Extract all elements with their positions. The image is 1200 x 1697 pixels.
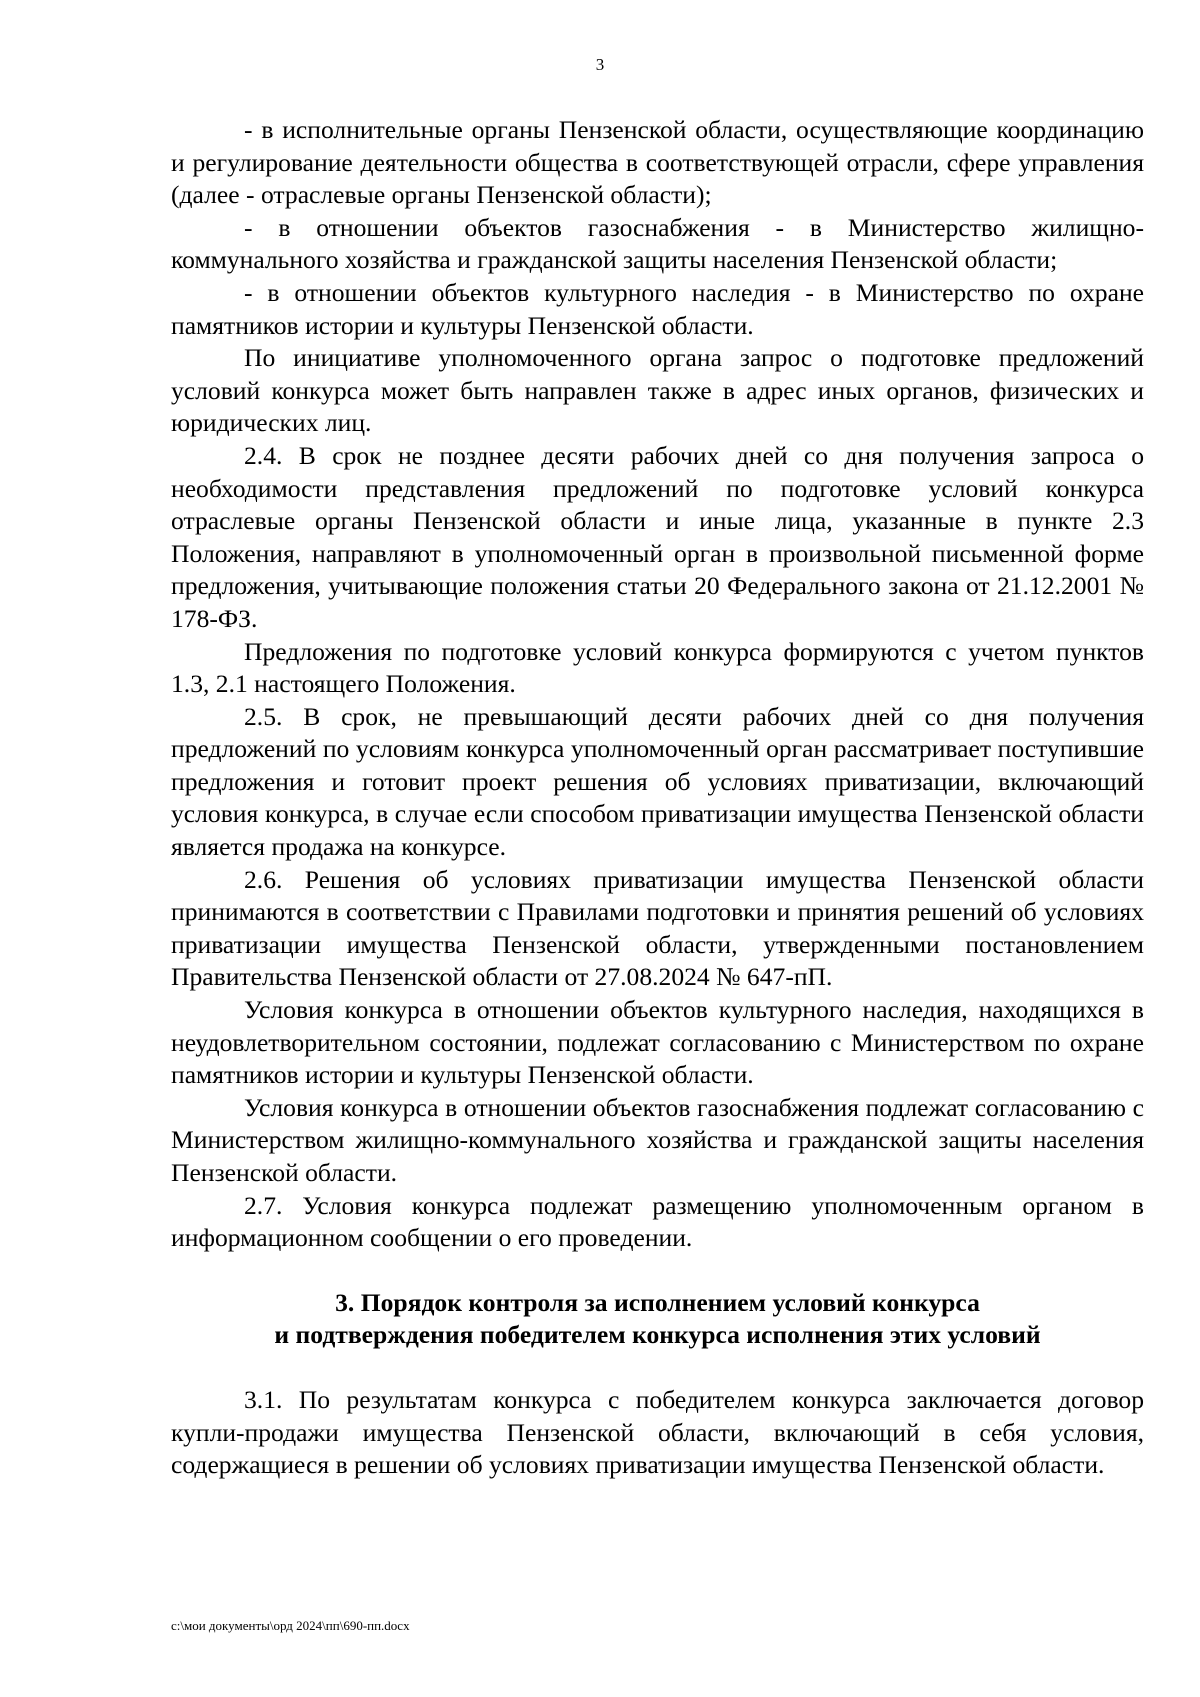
paragraph: 2.7. Условия конкурса подлежат размещению уполномоченным органом в информационном сообщении о его проведении. — [171, 1190, 1144, 1253]
paragraph: 2.6. Решения об условиях приватизации имущества Пензенской области принимаются в соответствии с Правилами подготовки и принятия решений об условиях приватизации имущества Пензенской области, утвержденными постановлением Правительства Пензенской области от 27.08.2024 № 647-пП. — [171, 864, 1144, 992]
paragraph: 2.5. В срок, не превышающий десяти рабочих дней со дня получения предложений по условиям конкурса уполномоченный орган рассматривает поступившие предложения и готовит проект решения об условиях приватизации, включающий условия конкурса, в случае если способом приватизации имущества Пензенской области является продажа на конкурсе. — [171, 701, 1144, 862]
paragraph: По инициативе уполномоченного органа запрос о подготовке предложений условий конкурса может быть направлен также в адрес иных органов, физических и юридических лиц. — [171, 343, 1144, 438]
paragraph: Условия конкурса в отношении объектов газоснабжения подлежат согласованию с Министерством жилищно-коммунального хозяйства и гражданской защиты населения Пензенской области. — [171, 1092, 1144, 1187]
paragraph: 3.1. По результатам конкурса с победителем конкурса заключается договор купли-продажи имущества Пензенской области, включающий в себя условия, содержащиеся в решении об условиях приватизации имущества Пензенской области. — [171, 1384, 1144, 1480]
paragraph: - в отношении объектов газоснабжения - в Министерство жилищно-коммунального хозяйства и гражданской защиты населения Пензенской области; — [171, 212, 1144, 275]
section-heading-line-2: и подтверждения победителем конкурса исполнения этих условий — [274, 1320, 1041, 1350]
page-number: 3 — [595, 55, 605, 74]
paragraph: Условия конкурса в отношении объектов культурного наследия, находящихся в неудовлетворительном состоянии, подлежат согласованию с Министерством по охране памятников истории и культуры Пензенской области. — [171, 995, 1144, 1090]
document-body — [171, 114, 1144, 1482]
paragraph: 2.4. В срок не позднее десяти рабочих дней со дня получения запроса о необходимости представления предложений по подготовке условий конкурса отраслевые органы Пензенской области и иные лица, указанные в пункте 2.3 Положения, направляют в уполномоченный орган в произвольной письменной форме предложения, учитывающие положения статьи 20 Федерального закона от 21.12.2001 № 178-ФЗ. — [171, 440, 1144, 633]
paragraph: - в исполнительные органы Пензенской области, осуществляющие координацию и регулирование деятельности общества в соответствующей отрасли, сфере управления (далее - отраслевые органы Пензенской области); — [171, 115, 1144, 210]
footer-file-path: c:\мои документы\орд 2024\пп\690-пп.docx — [171, 1618, 410, 1633]
section-heading-line-1: 3. Порядок контроля за исполнением условий конкурса — [335, 1287, 980, 1317]
paragraph: Предложения по подготовке условий конкурса формируются с учетом пунктов 1.3, 2.1 настоящего Положения. — [171, 636, 1144, 699]
section-heading — [171, 1287, 1144, 1352]
paragraph: - в отношении объектов культурного наследия - в Министерство по охране памятников истории и культуры Пензенской области. — [171, 277, 1144, 340]
